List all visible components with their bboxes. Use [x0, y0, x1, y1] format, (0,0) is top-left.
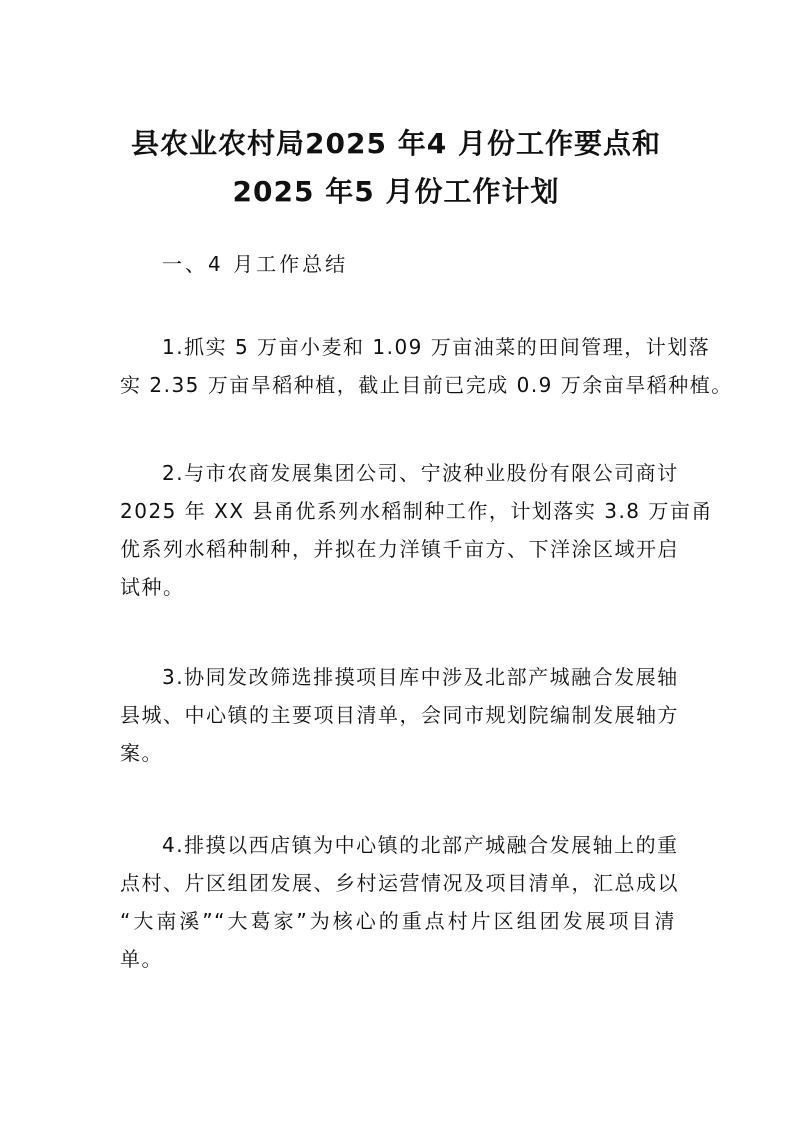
paragraph-line: 点村、片区组团发展、乡村运营情况及项目清单，汇总成以: [120, 871, 679, 895]
paragraph-line: 单。: [120, 947, 163, 971]
paragraph-line: 3.协同发改筛选排摸项目库中涉及北部产城融合发展轴: [162, 665, 679, 689]
paragraph-line: 县城、中心镇的主要项目清单，会同市规划院编制发展轴方: [120, 703, 679, 727]
paragraph-line: 2025 年 XX 县甬优系列水稻制种工作，计划落实 3.8 万亩甬: [120, 499, 713, 523]
paragraph-line: 优系列水稻种制种，并拟在力洋镇千亩方、下洋涂区域开启: [120, 537, 679, 561]
paragraph-line: 试种。: [120, 575, 185, 599]
paragraph-line: “大南溪”“大葛家”为核心的重点村片区组团发展项目清: [120, 909, 676, 933]
document-title-line-2: 2025 年5 月份工作计划: [232, 175, 560, 208]
paragraph-line: 1.抓实 5 万亩小麦和 1.09 万亩油菜的田间管理，计划落: [162, 335, 711, 359]
paragraph-line: 案。: [120, 741, 163, 765]
paragraph-1: [120, 328, 733, 404]
paragraph-line: 2.与市农商发展集团公司、宁波种业股份有限公司商讨: [162, 461, 679, 485]
paragraph-line: 4.排摸以西店镇为中心镇的北部产城融合发展轴上的重: [162, 833, 679, 857]
document-title-line-1: 县农业农村局2025 年4 月份工作要点和: [131, 127, 661, 160]
paragraph-3: [120, 658, 679, 772]
paragraph-2: [120, 454, 713, 606]
paragraph-line: 实 2.35 万亩旱稻种植，截止目前已完成 0.9 万余亩旱稻种植。: [120, 373, 733, 397]
paragraph-4: [120, 826, 679, 978]
section-heading-april-summary: 一、4 月工作总结: [162, 252, 349, 276]
